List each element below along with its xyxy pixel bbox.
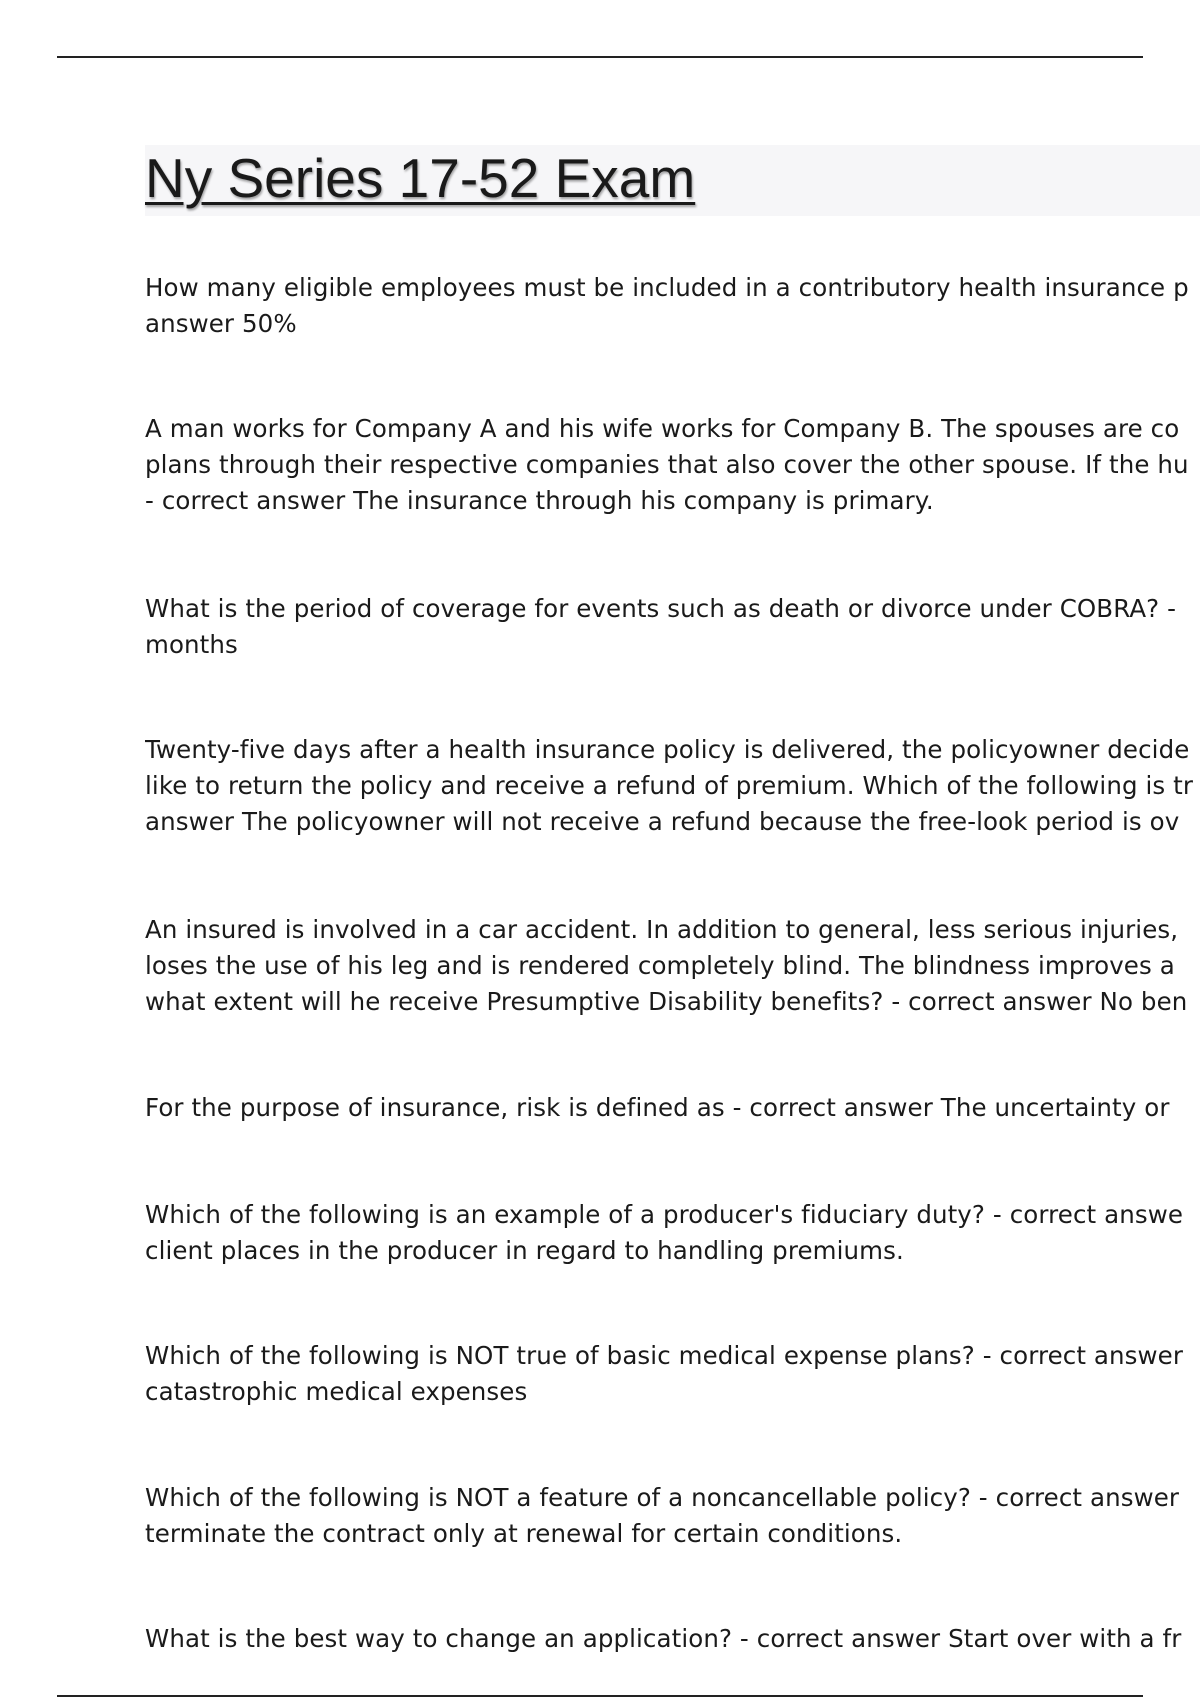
qa-line: An insured is involved in a car accident. In addition to general, less serious injuries, [145, 915, 1179, 944]
qa-item-7 [145, 1197, 1183, 1269]
qa-line: catastrophic medical expenses [145, 1377, 528, 1406]
qa-line: plans through their respective companies that also cover the other spouse. If the hu [145, 450, 1189, 479]
qa-list [145, 0, 1200, 1700]
qa-line: - correct answer The insurance through his company is primary. [145, 486, 934, 515]
qa-line: terminate the contract only at renewal for certain conditions. [145, 1519, 903, 1548]
qa-line: How many eligible employees must be included in a contributory health insurance p [145, 273, 1189, 302]
qa-line: months [145, 630, 238, 659]
qa-item-10 [145, 1621, 1181, 1657]
qa-line: Which of the following is NOT a feature of a noncancellable policy? - correct answer [145, 1483, 1180, 1512]
qa-line: client places in the producer in regard to handling premiums. [145, 1236, 904, 1265]
qa-item-2 [145, 411, 1189, 519]
qa-line: For the purpose of insurance, risk is defined as - correct answer The uncertainty or [145, 1093, 1170, 1122]
qa-line: answer 50% [145, 309, 297, 338]
qa-line: like to return the policy and receive a refund of premium. Which of the following is tr [145, 771, 1194, 800]
page-title: Ny Series 17-52 Exam [145, 147, 696, 209]
qa-line: Twenty-five days after a health insurance policy is delivered, the policyowner decide [145, 735, 1190, 764]
qa-line: What is the period of coverage for events such as death or divorce under COBRA? - [145, 594, 1177, 623]
qa-item-5 [145, 912, 1187, 1020]
qa-line: What is the best way to change an application? - correct answer Start over with a fr [145, 1624, 1182, 1653]
qa-line: loses the use of his leg and is rendered completely blind. The blindness improves a [145, 951, 1175, 980]
qa-item-8 [145, 1338, 1183, 1410]
qa-item-3 [145, 591, 1176, 663]
bottom-rule [57, 1695, 1143, 1697]
qa-item-6 [145, 1090, 1170, 1126]
qa-line: what extent will he receive Presumptive Disability benefits? - correct answer No ben [145, 987, 1188, 1016]
qa-line: Which of the following is an example of a producer's fiduciary duty? - correct answe [145, 1200, 1184, 1229]
qa-item-1 [145, 270, 1189, 342]
qa-line: Which of the following is NOT true of basic medical expense plans? - correct answer [145, 1341, 1184, 1370]
qa-item-9 [145, 1480, 1179, 1552]
qa-item-4 [145, 732, 1193, 840]
qa-line: answer The policyowner will not receive a refund because the free-look period is ov [145, 807, 1180, 836]
qa-line: A man works for Company A and his wife works for Company B. The spouses are co [145, 414, 1180, 443]
